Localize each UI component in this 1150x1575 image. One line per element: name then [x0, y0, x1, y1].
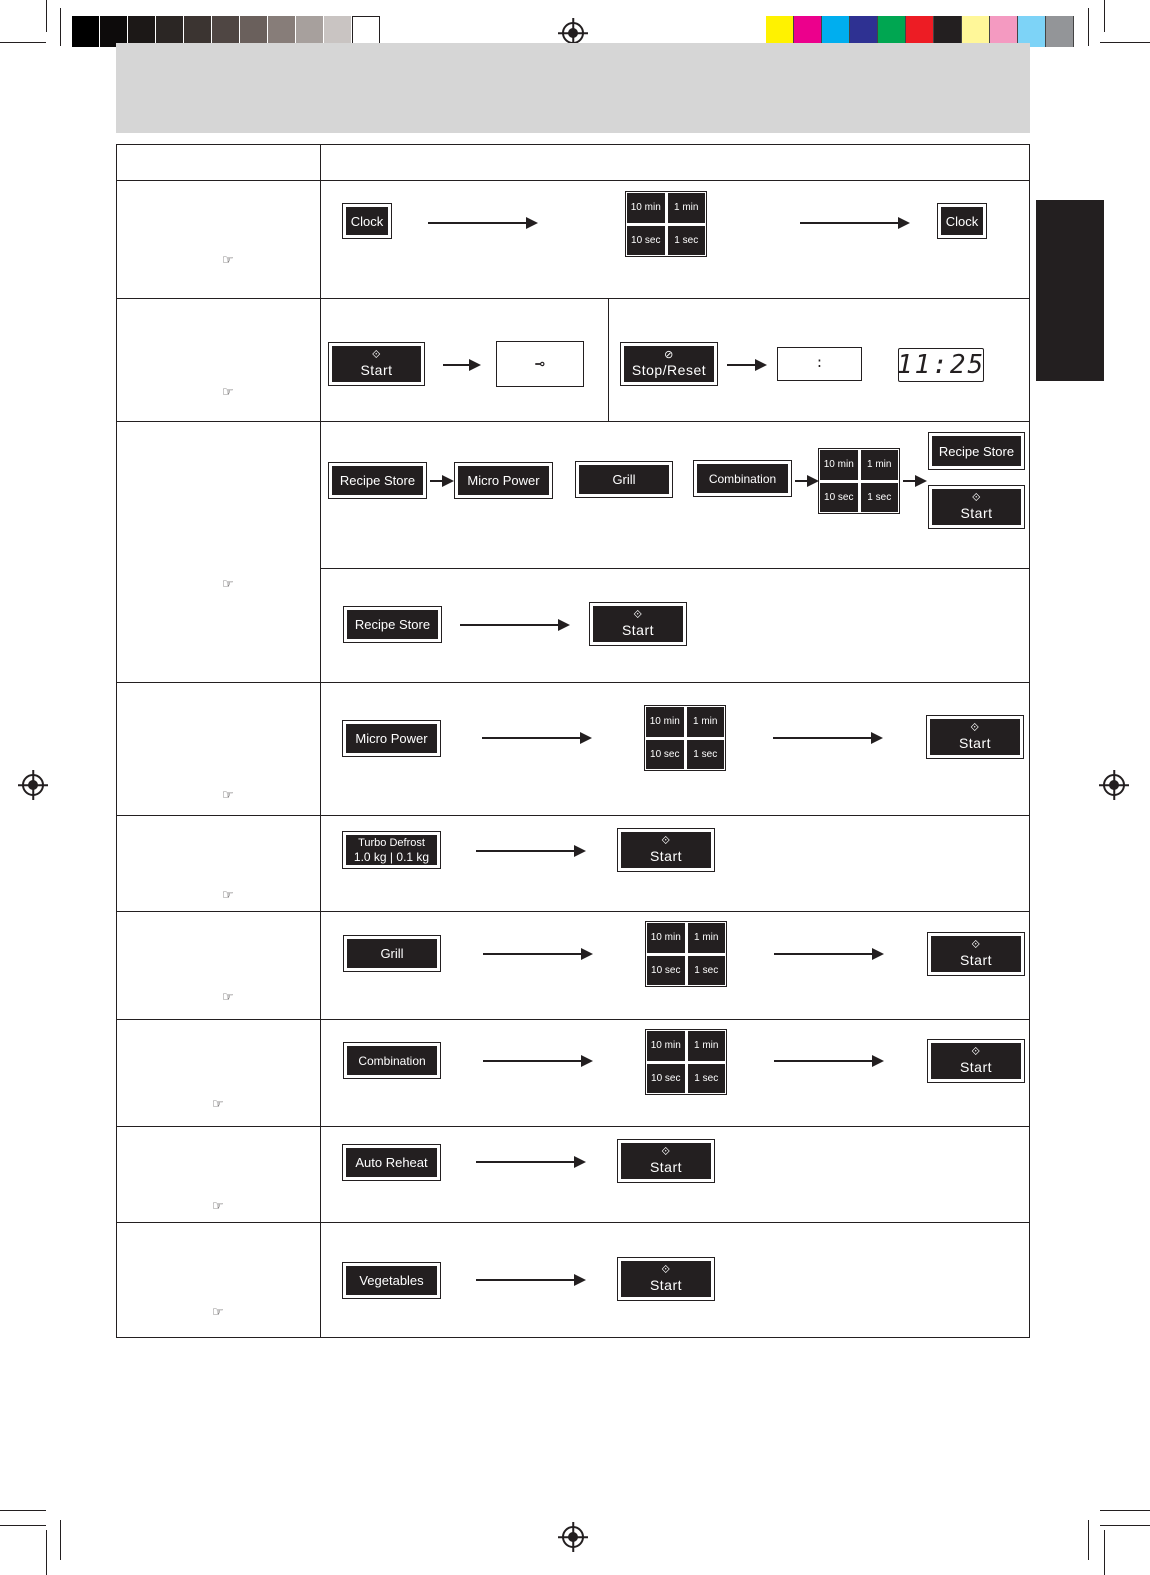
turbo-weight-row: 1.0 kg | 0.1 kg — [353, 850, 430, 864]
arrow — [800, 222, 900, 224]
arrow — [795, 480, 809, 482]
turbo-defrost-button[interactable] — [345, 834, 438, 866]
arrow — [774, 953, 874, 955]
start-label: Start — [958, 735, 992, 751]
key-1min-button[interactable]: 1 min — [687, 707, 725, 737]
arrow — [483, 1060, 583, 1062]
arrow — [460, 624, 560, 626]
key-10min-button[interactable]: 10 min — [627, 193, 665, 223]
start-diamond-icon: ⟐ — [371, 349, 382, 361]
start-label: Start — [360, 362, 393, 378]
arrow — [476, 1161, 576, 1163]
combination-button[interactable]: Combination — [346, 1045, 438, 1076]
start-diamond-icon: ⟐ — [971, 492, 982, 504]
arrow — [428, 222, 528, 224]
weight-01kg-label: 0.1 kg — [396, 850, 430, 864]
arrow — [773, 737, 873, 739]
key-1sec-button[interactable]: 1 sec — [688, 1064, 726, 1094]
arrow — [774, 1060, 874, 1062]
time-keypad — [647, 1031, 725, 1093]
start-button[interactable] — [331, 345, 422, 383]
key-10sec-button[interactable]: 10 sec — [647, 956, 685, 986]
start-label: Start — [959, 1059, 993, 1075]
crop-mark — [0, 1525, 46, 1526]
time-keypad — [647, 923, 725, 985]
crop-mark — [60, 1520, 61, 1560]
crop-mark — [1104, 0, 1105, 32]
crop-mark — [1100, 1510, 1150, 1511]
pointing-hand-icon: ☞ — [222, 990, 234, 1005]
start-button[interactable] — [620, 1142, 712, 1180]
start-button[interactable] — [930, 1042, 1022, 1080]
key-1min-button[interactable]: 1 min — [688, 1031, 726, 1061]
time-display — [777, 347, 862, 381]
key-10min-button[interactable]: 10 min — [647, 1031, 685, 1061]
clock-lcd-display: 11:25 — [896, 350, 986, 380]
key-10sec-button[interactable]: 10 sec — [647, 1064, 685, 1094]
start-diamond-icon: ⟐ — [633, 609, 643, 621]
pointing-hand-icon: ☞ — [222, 253, 234, 268]
arrow — [482, 737, 582, 739]
stop-circle-icon: ⊘ — [664, 349, 674, 361]
crop-mark — [0, 1510, 46, 1511]
crop-mark — [1100, 42, 1150, 43]
crop-mark — [46, 0, 47, 32]
start-diamond-icon: ⟐ — [971, 939, 981, 951]
time-keypad — [820, 450, 898, 512]
start-label: Start — [649, 1277, 683, 1293]
start-label: Start — [649, 1159, 683, 1175]
start-button[interactable] — [930, 935, 1022, 973]
crop-mark — [1088, 1520, 1089, 1560]
key-1sec-button[interactable]: 1 sec — [687, 740, 725, 770]
pointing-hand-icon: ☞ — [212, 1097, 224, 1112]
start-diamond-icon: ⟐ — [661, 1146, 671, 1158]
start-button[interactable] — [620, 831, 712, 869]
vegetables-button[interactable]: Vegetables — [345, 1265, 438, 1296]
combination-button[interactable]: Combination — [696, 463, 789, 494]
key-10sec-button[interactable]: 10 sec — [646, 740, 684, 770]
arrow — [727, 364, 757, 366]
crop-mark — [1100, 1525, 1150, 1526]
grill-button[interactable]: Grill — [346, 938, 438, 969]
start-button[interactable] — [929, 718, 1021, 756]
start-button[interactable] — [592, 605, 684, 643]
registration-mark-icon — [562, 1526, 584, 1548]
key-10min-button[interactable]: 10 min — [646, 707, 684, 737]
start-diamond-icon: ⟐ — [661, 835, 671, 847]
crop-mark — [1088, 8, 1089, 46]
start-diamond-icon: ⟐ — [971, 1046, 981, 1058]
pointing-hand-icon: ☞ — [222, 385, 234, 400]
key-10min-button[interactable]: 10 min — [820, 450, 858, 480]
key-10sec-button[interactable]: 10 sec — [820, 483, 858, 513]
pointing-hand-icon: ☞ — [222, 888, 234, 903]
recipe-store-button[interactable]: Recipe Store — [346, 609, 439, 640]
pointing-hand-icon: ☞ — [222, 577, 234, 592]
crop-mark — [1104, 1530, 1105, 1575]
weight-1kg-label: 1.0 kg — [353, 850, 387, 864]
header-band — [116, 43, 1030, 133]
arrow — [430, 480, 444, 482]
registration-mark-icon — [1103, 774, 1125, 796]
start-button[interactable] — [620, 1260, 712, 1298]
chapter-tab — [1036, 200, 1104, 381]
start-label: Start — [960, 505, 993, 521]
time-keypad — [627, 193, 705, 255]
key-10sec-button[interactable]: 10 sec — [627, 226, 665, 256]
arrow — [483, 953, 583, 955]
stop-reset-label: Stop/Reset — [631, 362, 707, 378]
crop-mark — [46, 1530, 47, 1575]
key-1min-button[interactable]: 1 min — [861, 450, 899, 480]
crop-mark — [0, 42, 46, 43]
registration-mark-icon — [22, 774, 44, 796]
display-colon: : — [815, 356, 824, 372]
turbo-defrost-label: Turbo Defrost — [358, 837, 425, 849]
key-1sec-button[interactable]: 1 sec — [688, 956, 726, 986]
micro-power-button[interactable]: Micro Power — [457, 465, 550, 496]
color-swatch — [1046, 16, 1074, 47]
grill-button[interactable]: Grill — [578, 464, 670, 495]
start-diamond-icon: ⟐ — [661, 1264, 671, 1276]
crop-mark — [60, 8, 61, 46]
arrow — [443, 364, 471, 366]
pointing-hand-icon: ☞ — [212, 1305, 224, 1320]
key-1min-button[interactable]: 1 min — [688, 923, 726, 953]
arrow — [903, 480, 917, 482]
start-label: Start — [649, 848, 683, 864]
key-icon: ⊸ — [535, 356, 545, 374]
arrow — [476, 1279, 576, 1281]
clock-button[interactable]: Clock — [940, 206, 984, 236]
micro-power-button[interactable]: Micro Power — [345, 723, 438, 754]
key-1min-button[interactable]: 1 min — [668, 193, 706, 223]
clock-button[interactable]: Clock — [345, 206, 389, 236]
pointing-hand-icon: ☞ — [212, 1199, 224, 1214]
auto-reheat-button[interactable]: Auto Reheat — [345, 1147, 438, 1178]
stop-reset-button[interactable] — [623, 345, 715, 383]
start-diamond-icon: ⟐ — [970, 722, 980, 734]
start-label: Start — [959, 952, 993, 968]
start-button[interactable] — [931, 488, 1022, 526]
pointing-hand-icon: ☞ — [222, 788, 234, 803]
key-1sec-button[interactable]: 1 sec — [668, 226, 706, 256]
key-10min-button[interactable]: 10 min — [647, 923, 685, 953]
arrow — [476, 850, 576, 852]
recipe-store-button[interactable]: Recipe Store — [331, 465, 424, 496]
registration-mark-icon — [562, 22, 584, 44]
lock-display — [496, 341, 584, 387]
recipe-store-button[interactable]: Recipe Store — [931, 435, 1022, 467]
time-keypad — [646, 707, 724, 769]
gray-swatch — [72, 16, 100, 47]
key-1sec-button[interactable]: 1 sec — [861, 483, 899, 513]
start-label: Start — [621, 622, 655, 638]
